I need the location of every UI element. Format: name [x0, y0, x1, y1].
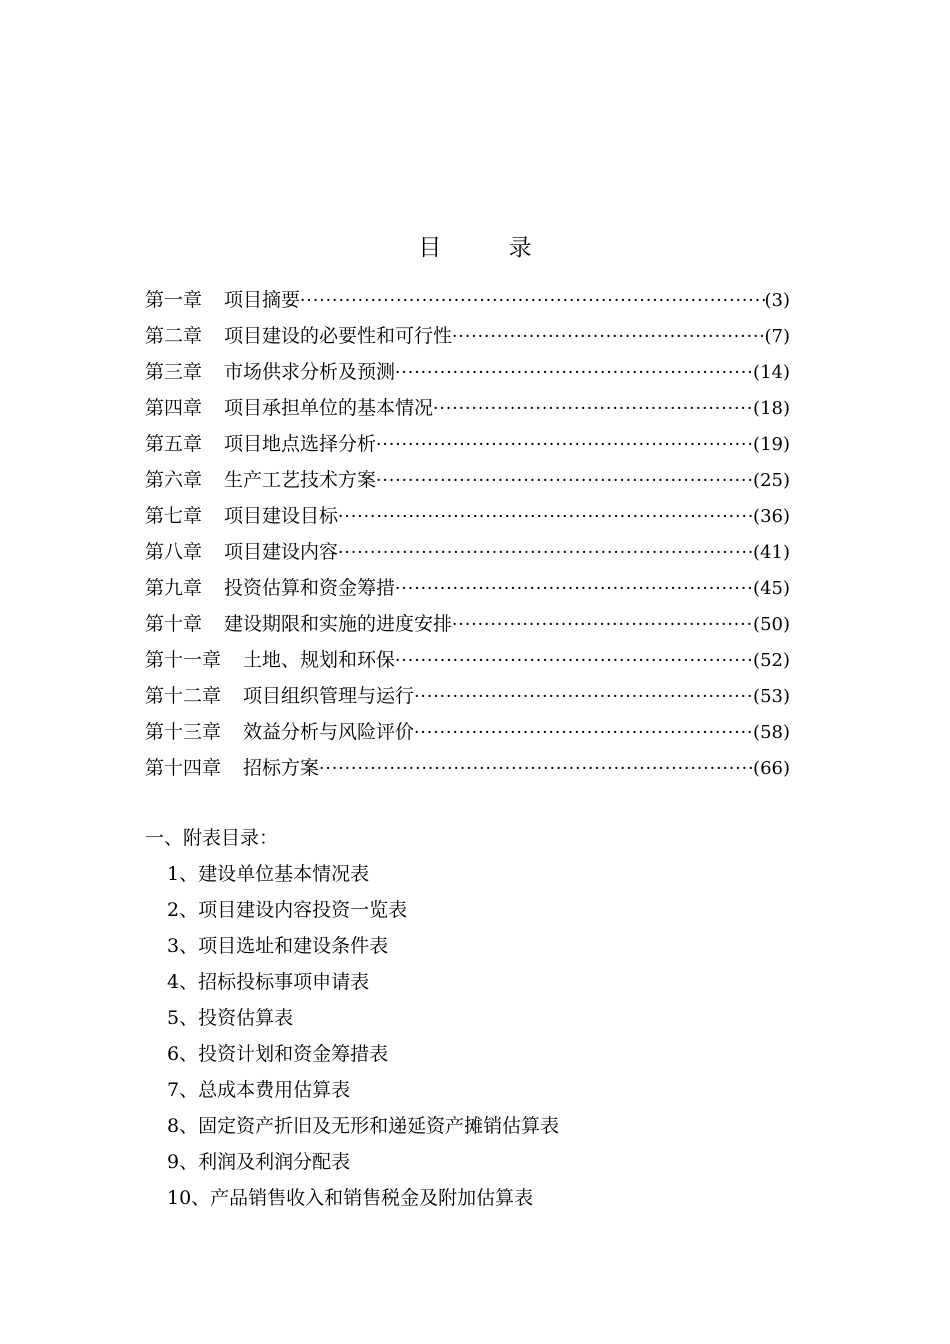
- toc-page-number: (50): [753, 614, 790, 635]
- toc-entry[interactable]: [145, 390, 790, 426]
- toc-dot-leader: [414, 679, 753, 715]
- toc-entry[interactable]: [145, 714, 790, 750]
- appendix-item: 3、项目选址和建设条件表: [167, 935, 389, 957]
- toc-page-number: (41): [753, 542, 790, 563]
- toc-page-number: (36): [753, 506, 790, 527]
- appendix-item: 10、产品销售收入和销售税金及附加估算表: [167, 1187, 534, 1209]
- toc-dot-leader: [338, 499, 753, 535]
- toc-chapter-label: 第十三章: [145, 721, 222, 743]
- toc-page-number: (18): [753, 398, 790, 419]
- toc-entry[interactable]: [145, 354, 790, 390]
- toc-entry[interactable]: [145, 678, 790, 714]
- appendix-item: 6、投资计划和资金筹措表: [167, 1043, 389, 1065]
- toc-entry[interactable]: [145, 282, 790, 318]
- page-title: 目 录: [418, 235, 562, 261]
- appendix-item: 9、利润及利润分配表: [167, 1151, 351, 1173]
- toc-chapter-title: 效益分析与风险评价: [243, 721, 415, 743]
- toc-chapter-title: 土地、规划和环保: [243, 649, 396, 671]
- toc-chapter-label: 第五章: [145, 433, 203, 455]
- toc-page-number: (25): [753, 470, 790, 491]
- toc-page-number: (52): [753, 650, 790, 671]
- toc-chapter-label: 第四章: [145, 397, 203, 419]
- toc-entry[interactable]: [145, 462, 790, 498]
- toc-entry[interactable]: [145, 534, 790, 570]
- toc-chapter-label: 第三章: [145, 361, 203, 383]
- toc-chapter-title: 项目建设的必要性和可行性: [224, 325, 453, 347]
- toc-chapter-title: 建设期限和实施的进度安排: [224, 613, 453, 635]
- toc-dot-leader: [300, 283, 764, 319]
- toc-page-number: (58): [753, 722, 790, 743]
- toc-dot-leader: [395, 643, 753, 679]
- toc-chapter-label: 第七章: [145, 505, 203, 527]
- appendix-item: 5、投资估算表: [167, 1007, 294, 1029]
- toc-chapter-label: 第十章: [145, 613, 203, 635]
- toc-entry[interactable]: [145, 570, 790, 606]
- toc-chapter-title: 项目地点选择分析: [224, 433, 377, 455]
- toc-chapter-title: 项目建设内容: [224, 541, 339, 563]
- toc-dot-leader: [376, 427, 753, 463]
- toc-page-number: (7): [764, 326, 790, 347]
- toc-entry[interactable]: [145, 426, 790, 462]
- toc-entry[interactable]: [145, 642, 790, 678]
- toc-chapter-title: 项目摘要: [224, 289, 301, 311]
- appendix-list: [145, 820, 795, 1216]
- toc-entry[interactable]: [145, 750, 790, 786]
- toc-dot-leader: [414, 715, 753, 751]
- toc-chapter-title: 市场供求分析及预测: [224, 361, 396, 383]
- toc-chapter-title: 生产工艺技术方案: [224, 469, 377, 491]
- toc-page-number: (14): [753, 362, 790, 383]
- toc-entry[interactable]: [145, 318, 790, 354]
- toc-chapter-label: 第六章: [145, 469, 203, 491]
- toc-chapter-label: 第一章: [145, 289, 203, 311]
- toc-chapter-title: 投资估算和资金筹措: [224, 577, 396, 599]
- table-of-contents: [145, 282, 790, 786]
- toc-chapter-title: 招标方案: [243, 757, 320, 779]
- toc-chapter-title: 项目组织管理与运行: [243, 685, 415, 707]
- appendix-heading: 一、附表目录：: [145, 827, 279, 849]
- appendix-item: 8、固定资产折旧及无形和递延资产摊销估算表: [167, 1115, 560, 1137]
- toc-dot-leader: [452, 319, 764, 355]
- toc-dot-leader: [376, 463, 753, 499]
- toc-dot-leader: [433, 391, 753, 427]
- appendix-item: 4、招标投标事项申请表: [167, 971, 370, 993]
- toc-chapter-title: 项目承担单位的基本情况: [224, 397, 434, 419]
- appendix-item: 7、总成本费用估算表: [167, 1079, 351, 1101]
- toc-entry[interactable]: [145, 606, 790, 642]
- toc-page-number: (45): [753, 578, 790, 599]
- toc-page-number: (53): [753, 686, 790, 707]
- toc-page-number: (3): [764, 290, 790, 311]
- toc-dot-leader: [395, 571, 753, 607]
- toc-page-number: (66): [753, 758, 790, 779]
- toc-chapter-title: 项目建设目标: [224, 505, 339, 527]
- toc-entry[interactable]: [145, 498, 790, 534]
- toc-chapter-label: 第二章: [145, 325, 203, 347]
- toc-page-number: (19): [753, 434, 790, 455]
- toc-dot-leader: [319, 751, 753, 787]
- toc-dot-leader: [338, 535, 753, 571]
- toc-chapter-label: 第九章: [145, 577, 203, 599]
- toc-dot-leader: [452, 607, 753, 643]
- appendix-item: 2、项目建设内容投资一览表: [167, 899, 408, 921]
- toc-chapter-label: 第十四章: [145, 757, 222, 779]
- toc-dot-leader: [395, 355, 753, 391]
- appendix-item: 1、建设单位基本情况表: [167, 863, 370, 885]
- toc-chapter-label: 第十二章: [145, 685, 222, 707]
- toc-chapter-label: 第十一章: [145, 649, 222, 671]
- toc-chapter-label: 第八章: [145, 541, 203, 563]
